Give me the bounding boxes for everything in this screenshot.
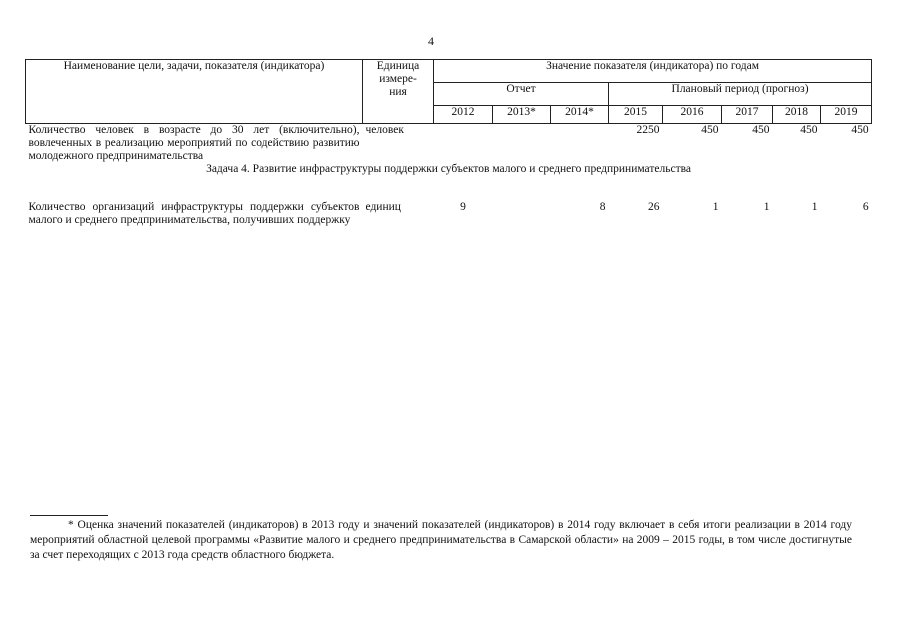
header-name: Наименование цели, задачи, показателя (индикатора) bbox=[26, 60, 363, 124]
row-unit: единиц bbox=[365, 201, 401, 213]
header-year: 2017 bbox=[722, 106, 773, 124]
row-value: 450 bbox=[851, 124, 869, 136]
footnote-text: * Оценка значений показателей (индикаторов) в 2013 году и значений показателей (индикаторов) в 2014 году включает в себя итоги реализации в 2014 году мероприятий областной целевой программы «Развитие малого и среднего предпринимательства в Самарской области» на 2009 – 2015 годы, в том числе достигнутые за счет переходящих с 2013 года средств областного бюджета. bbox=[30, 519, 852, 561]
header-year: 2018 bbox=[773, 106, 821, 124]
row-value: 1 bbox=[763, 201, 770, 213]
row-name: Количество человек в возрасте до 30 лет (включительно), вовлеченных в реализацию мероприятий по содействию развитию молодежного предпринимательства bbox=[28, 124, 360, 162]
task-title-row bbox=[26, 163, 872, 201]
row-value: 9 bbox=[460, 201, 466, 213]
header-plan-group: Плановый период (прогноз) bbox=[609, 83, 872, 106]
table-row bbox=[26, 124, 872, 164]
header-year: 2016 bbox=[663, 106, 722, 124]
table-row bbox=[26, 201, 872, 227]
header-year: 2013* bbox=[493, 106, 551, 124]
row-value: 1 bbox=[712, 201, 719, 213]
row-value bbox=[434, 124, 493, 164]
header-unit-line: ния bbox=[389, 86, 407, 98]
indicators-table bbox=[25, 59, 872, 227]
header-year: 2012 bbox=[434, 106, 493, 124]
row-value: 450 bbox=[800, 124, 818, 136]
row-value: 8 bbox=[599, 201, 606, 213]
row-value: 450 bbox=[752, 124, 770, 136]
footnote-divider bbox=[30, 515, 108, 516]
header-report-group: Отчет bbox=[434, 83, 609, 106]
row-value bbox=[551, 124, 609, 164]
footnote bbox=[30, 518, 852, 563]
header-unit-line: измере- bbox=[379, 73, 417, 85]
row-value: 2250 bbox=[636, 124, 660, 136]
row-value bbox=[493, 124, 551, 164]
row-value bbox=[493, 201, 551, 227]
header-year: 2015 bbox=[609, 106, 663, 124]
row-name: Количество организаций инфраструктуры поддержки субъектов малого и среднего предпринимательства, получивших поддержку bbox=[28, 201, 360, 226]
header-values-group: Значение показателя (индикатора) по годам bbox=[434, 60, 872, 83]
row-unit: человек bbox=[365, 124, 404, 136]
header-unit-line: Единица bbox=[376, 60, 420, 72]
header-year: 2019 bbox=[821, 106, 872, 124]
page-number: 4 bbox=[428, 34, 434, 48]
row-value: 1 bbox=[811, 201, 818, 213]
task-title: Задача 4. Развитие инфраструктуры поддержки субъектов малого и среднего предпринимательства bbox=[206, 163, 691, 175]
row-value: 26 bbox=[648, 201, 660, 213]
header-unit bbox=[363, 60, 434, 124]
header-year: 2014* bbox=[551, 106, 609, 124]
row-value: 450 bbox=[701, 124, 719, 136]
row-value: 6 bbox=[862, 201, 869, 213]
